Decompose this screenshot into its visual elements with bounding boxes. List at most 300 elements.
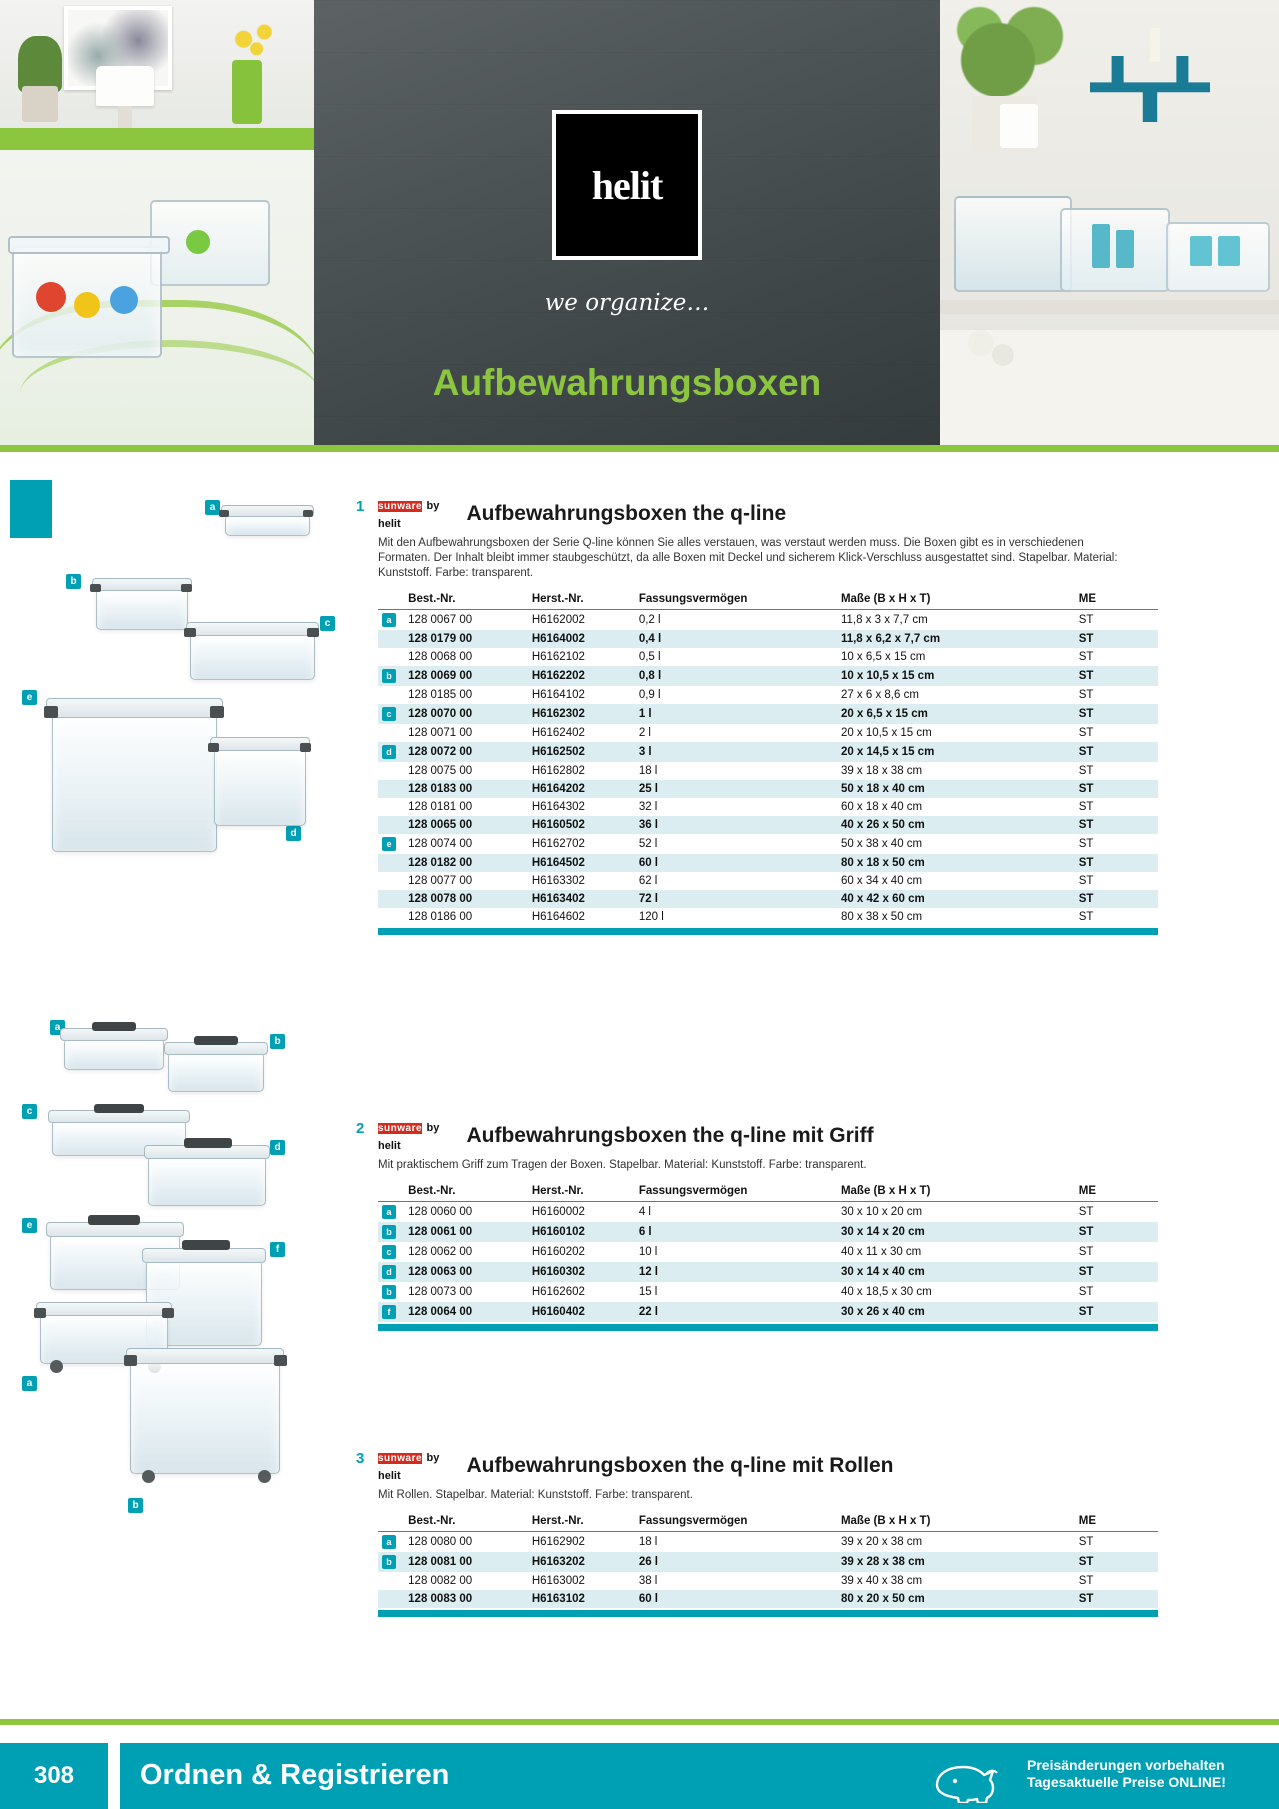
image-tag-d: d bbox=[270, 1140, 285, 1155]
cell-me: ST bbox=[1078, 651, 1094, 663]
cell-bestellnummer: 128 0081 00 bbox=[404, 1552, 528, 1572]
row-tag bbox=[378, 890, 404, 908]
section-title: Aufbewahrungsboxen the q-line mit Rollen bbox=[466, 1454, 894, 1477]
section-header bbox=[378, 1448, 1168, 1482]
table-row bbox=[378, 1552, 1158, 1572]
cell-fassungsvermoegen: 1 l bbox=[635, 704, 837, 724]
table-row bbox=[378, 1590, 1158, 1608]
cell-fassungsvermoegen: 72 l bbox=[635, 890, 837, 908]
image-tag-b: b bbox=[270, 1034, 285, 1049]
hero-banner bbox=[0, 0, 1279, 452]
cell-me: ST bbox=[1075, 704, 1158, 724]
cell-fassungsvermoegen: 60 l bbox=[635, 1590, 837, 1608]
section-title: Aufbewahrungsboxen the q-line mit Griff bbox=[466, 1124, 874, 1147]
cell-herstellernummer: H6163102 bbox=[528, 1590, 635, 1608]
col-me: ME bbox=[1075, 591, 1158, 610]
cell-masse: 20 x 14,5 x 15 cm bbox=[837, 742, 1075, 762]
cell-fassungsvermoegen: 4 l bbox=[638, 1206, 651, 1218]
box-lid bbox=[221, 505, 314, 517]
green-shelf bbox=[0, 128, 314, 150]
table-row bbox=[378, 686, 1158, 704]
toy bbox=[36, 282, 66, 312]
table-row bbox=[378, 1242, 1158, 1262]
cell-herstellernummer: H6162802 bbox=[531, 765, 585, 777]
cell-bestellnummer: 128 0072 00 bbox=[404, 742, 528, 762]
cell-me: ST bbox=[1078, 1536, 1094, 1548]
cell-bestellnummer: 128 0065 00 bbox=[404, 816, 528, 834]
cell-bestellnummer: 128 0183 00 bbox=[404, 780, 528, 798]
image-tag-e: e bbox=[22, 690, 37, 705]
cell-me: ST bbox=[1078, 1246, 1094, 1258]
box-latch bbox=[208, 743, 219, 752]
cell-herstellernummer: H6164002 bbox=[528, 630, 635, 648]
cell-masse: 10 x 10,5 x 15 cm bbox=[837, 666, 1075, 686]
col-masse: Maße (B x H x T) bbox=[837, 591, 1075, 610]
sunware-logo-top: sunware bbox=[378, 1123, 423, 1134]
cell-me: ST bbox=[1078, 911, 1094, 923]
cell-fassungsvermoegen: 0,4 l bbox=[635, 630, 837, 648]
shelf bbox=[940, 300, 1279, 314]
cell-fassungsvermoegen: 15 l bbox=[638, 1286, 658, 1298]
cell-fassungsvermoegen: 25 l bbox=[635, 780, 837, 798]
row-tag-badge: e bbox=[382, 837, 396, 851]
row-tag bbox=[378, 854, 404, 872]
storage-box-b bbox=[96, 588, 188, 630]
box-lid bbox=[126, 1348, 284, 1364]
cell-bestellnummer: 128 0186 00 bbox=[408, 911, 473, 923]
vase bbox=[232, 60, 262, 124]
box-handle bbox=[184, 1138, 232, 1148]
row-tag bbox=[378, 1242, 404, 1262]
box-lid bbox=[46, 698, 223, 718]
cell-herstellernummer: H6163202 bbox=[528, 1552, 635, 1572]
hero-title: Aufbewahrungsboxen bbox=[432, 362, 822, 403]
table-header-row bbox=[378, 591, 1158, 610]
cell-fassungsvermoegen: 18 l bbox=[638, 765, 658, 777]
box-lid bbox=[210, 737, 310, 751]
cell-bestellnummer: 128 0060 00 bbox=[408, 1206, 473, 1218]
image-tag-d: d bbox=[286, 826, 301, 841]
box-handle bbox=[92, 1022, 136, 1031]
cell-me: ST bbox=[1075, 742, 1158, 762]
cell-herstellernummer: H6162902 bbox=[531, 1536, 585, 1548]
cell-masse: 20 x 10,5 x 15 cm bbox=[840, 727, 932, 739]
row-tag bbox=[378, 724, 404, 742]
col-fassungsvermoegen: Fassungsvermögen bbox=[635, 591, 837, 610]
cell-masse: 80 x 38 x 50 cm bbox=[840, 911, 923, 923]
box-lid bbox=[186, 622, 319, 636]
sunware-logo bbox=[378, 1118, 448, 1154]
cell-me: ST bbox=[1075, 630, 1158, 648]
cell-bestellnummer: 128 0179 00 bbox=[404, 630, 528, 648]
cell-bestellnummer: 128 0082 00 bbox=[408, 1575, 473, 1587]
cell-me: ST bbox=[1078, 801, 1094, 813]
page-number: 308 bbox=[0, 1743, 108, 1809]
table-row bbox=[378, 816, 1158, 834]
table-row bbox=[378, 1302, 1158, 1322]
image-tag-c: c bbox=[320, 616, 335, 631]
storage-box-a bbox=[225, 514, 310, 536]
sunware-logo-bottom: by helit bbox=[378, 500, 440, 530]
row-tag bbox=[378, 704, 404, 724]
cell-fassungsvermoegen: 62 l bbox=[638, 875, 658, 887]
cell-fassungsvermoegen: 60 l bbox=[635, 854, 837, 872]
helit-logo bbox=[552, 110, 702, 260]
cell-fassungsvermoegen: 26 l bbox=[635, 1552, 837, 1572]
notice-line-2: Tagesaktuelle Preise ONLINE! bbox=[1027, 1774, 1226, 1790]
storage-box-d bbox=[148, 1156, 266, 1206]
cell-me: ST bbox=[1075, 780, 1158, 798]
product-table-3 bbox=[378, 1513, 1158, 1608]
box-latch bbox=[300, 743, 311, 752]
teal-item bbox=[1092, 224, 1110, 268]
row-tag bbox=[378, 1282, 404, 1302]
cell-herstellernummer: H6162302 bbox=[528, 704, 635, 724]
table-row bbox=[378, 780, 1158, 798]
teal-item bbox=[1116, 230, 1134, 268]
cell-bestellnummer: 128 0070 00 bbox=[404, 704, 528, 724]
box-latch bbox=[274, 1355, 287, 1366]
row-tag bbox=[378, 1590, 404, 1608]
cell-me: ST bbox=[1075, 666, 1158, 686]
section-q-line bbox=[356, 496, 1168, 935]
cell-me: ST bbox=[1075, 1262, 1158, 1282]
row-tag bbox=[378, 834, 404, 854]
cell-masse: 11,8 x 3 x 7,7 cm bbox=[840, 614, 928, 626]
cell-fassungsvermoegen: 3 l bbox=[635, 742, 837, 762]
cell-herstellernummer: H6164302 bbox=[531, 801, 585, 813]
cell-herstellernummer: H6162102 bbox=[531, 651, 585, 663]
cell-herstellernummer: H6160202 bbox=[531, 1246, 585, 1258]
cell-masse: 30 x 10 x 20 cm bbox=[840, 1206, 923, 1218]
cell-herstellernummer: H6162702 bbox=[531, 838, 585, 850]
toy bbox=[74, 292, 100, 318]
cell-bestellnummer: 128 0069 00 bbox=[404, 666, 528, 686]
table-row bbox=[378, 630, 1158, 648]
box-latch bbox=[184, 628, 196, 637]
cell-masse: 30 x 14 x 20 cm bbox=[837, 1222, 1075, 1242]
cell-herstellernummer: H6163302 bbox=[531, 875, 585, 887]
storage-box-b bbox=[130, 1360, 280, 1474]
cell-me: ST bbox=[1075, 890, 1158, 908]
notice-line-1: Preisänderungen vorbehalten bbox=[1027, 1757, 1225, 1773]
helit-logo-text: helit bbox=[591, 162, 663, 208]
cell-bestellnummer: 128 0181 00 bbox=[408, 801, 473, 813]
cell-herstellernummer: H6160102 bbox=[528, 1222, 635, 1242]
table-row bbox=[378, 854, 1158, 872]
cell-bestellnummer: 128 0064 00 bbox=[404, 1302, 528, 1322]
wheel-icon bbox=[50, 1360, 63, 1373]
box-latch bbox=[307, 628, 319, 637]
wheel-icon bbox=[258, 1470, 271, 1483]
pot bbox=[22, 86, 58, 122]
cell-me: ST bbox=[1078, 689, 1094, 701]
col-tag bbox=[378, 591, 404, 610]
cell-herstellernummer: H6162402 bbox=[531, 727, 585, 739]
cell-me: ST bbox=[1078, 614, 1094, 626]
cell-me: ST bbox=[1078, 838, 1094, 850]
row-tag-badge: a bbox=[382, 613, 396, 627]
cell-fassungsvermoegen: 38 l bbox=[638, 1575, 658, 1587]
box-handle bbox=[182, 1240, 230, 1250]
col-bestellnummer: Best.-Nr. bbox=[404, 1513, 528, 1532]
cell-me: ST bbox=[1078, 765, 1094, 777]
cell-me: ST bbox=[1078, 727, 1094, 739]
cell-me: ST bbox=[1078, 875, 1094, 887]
cell-herstellernummer: H6160402 bbox=[528, 1302, 635, 1322]
product-images-group-3 bbox=[0, 1300, 370, 1560]
cell-herstellernummer: H6164502 bbox=[528, 854, 635, 872]
box-lid bbox=[36, 1302, 172, 1316]
cell-me: ST bbox=[1075, 1590, 1158, 1608]
row-tag bbox=[378, 686, 404, 704]
box-latch bbox=[210, 706, 224, 718]
col-masse: Maße (B x H x T) bbox=[837, 1183, 1075, 1202]
sunware-logo-bottom: by helit bbox=[378, 1122, 440, 1152]
cell-herstellernummer: H6162002 bbox=[531, 614, 585, 626]
cell-me: ST bbox=[1078, 1206, 1094, 1218]
cell-fassungsvermoegen: 36 l bbox=[635, 816, 837, 834]
table-row bbox=[378, 648, 1158, 666]
sunware-logo-bottom: by helit bbox=[378, 1452, 440, 1482]
row-tag bbox=[378, 648, 404, 666]
row-tag bbox=[378, 762, 404, 780]
row-tag-badge: f bbox=[382, 1305, 396, 1319]
col-tag bbox=[378, 1183, 404, 1202]
table-row bbox=[378, 724, 1158, 742]
table-body-3 bbox=[378, 1532, 1158, 1609]
lamp-icon bbox=[96, 66, 154, 106]
price-notice bbox=[1027, 1757, 1257, 1791]
col-bestellnummer: Best.-Nr. bbox=[404, 591, 528, 610]
cell-bestellnummer: 128 0185 00 bbox=[408, 689, 473, 701]
candle-icon bbox=[1150, 28, 1160, 62]
green-divider bbox=[0, 445, 1279, 452]
storage-box-b bbox=[168, 1052, 264, 1092]
toy bbox=[110, 286, 138, 314]
cell-bestellnummer: 128 0080 00 bbox=[408, 1536, 473, 1548]
row-tag bbox=[378, 1202, 404, 1223]
cell-masse: 30 x 26 x 40 cm bbox=[837, 1302, 1075, 1322]
table-header-row bbox=[378, 1183, 1158, 1202]
image-tag-c: c bbox=[22, 1104, 37, 1119]
cell-herstellernummer: H6162602 bbox=[531, 1286, 585, 1298]
col-me: ME bbox=[1075, 1513, 1158, 1532]
table-row bbox=[378, 834, 1158, 854]
section-q-line-rollen bbox=[356, 1448, 1168, 1617]
row-tag bbox=[378, 1302, 404, 1322]
lamp-base bbox=[118, 106, 132, 128]
hero-image-center bbox=[314, 0, 940, 445]
image-tag-a: a bbox=[205, 500, 220, 515]
row-tag-badge: a bbox=[382, 1205, 396, 1219]
row-tag bbox=[378, 1262, 404, 1282]
cell-herstellernummer: H6162502 bbox=[528, 742, 635, 762]
table-row bbox=[378, 1572, 1158, 1590]
cell-fassungsvermoegen: 52 l bbox=[638, 838, 658, 850]
box-latch bbox=[162, 1308, 174, 1318]
plant-icon bbox=[18, 36, 62, 92]
cell-masse: 80 x 20 x 50 cm bbox=[837, 1590, 1075, 1608]
section-q-line-griff bbox=[356, 1118, 1168, 1331]
cell-masse: 20 x 6,5 x 15 cm bbox=[837, 704, 1075, 724]
decor-ball bbox=[992, 344, 1014, 366]
section-description: Mit Rollen. Stapelbar. Material: Kunststoff. Farbe: transparent. bbox=[378, 1489, 693, 1501]
row-tag bbox=[378, 610, 404, 631]
cell-herstellernummer: H6164202 bbox=[528, 780, 635, 798]
storage-box-e bbox=[52, 712, 217, 852]
cell-fassungsvermoegen: 0,8 l bbox=[635, 666, 837, 686]
row-tag-badge: b bbox=[382, 1555, 396, 1569]
cell-masse: 60 x 18 x 40 cm bbox=[840, 801, 923, 813]
cell-bestellnummer: 128 0067 00 bbox=[408, 614, 473, 626]
cell-fassungsvermoegen: 32 l bbox=[638, 801, 658, 813]
cell-masse: 80 x 18 x 50 cm bbox=[837, 854, 1075, 872]
cell-masse: 10 x 6,5 x 15 cm bbox=[840, 651, 926, 663]
product-table-1 bbox=[378, 591, 1158, 926]
row-tag-badge: c bbox=[382, 1245, 396, 1259]
cell-me: ST bbox=[1078, 1575, 1094, 1587]
cell-herstellernummer: H6164102 bbox=[531, 689, 585, 701]
row-tag-badge: b bbox=[382, 669, 396, 683]
row-tag bbox=[378, 872, 404, 890]
image-tag-b: b bbox=[66, 574, 81, 589]
section-number: 3 bbox=[356, 1450, 365, 1467]
storage-box-a bbox=[64, 1038, 164, 1070]
image-tag-f: f bbox=[270, 1242, 285, 1257]
col-herstellernummer: Herst.-Nr. bbox=[528, 1513, 635, 1532]
cell-masse: 60 x 34 x 40 cm bbox=[840, 875, 923, 887]
table-row bbox=[378, 704, 1158, 724]
cell-herstellernummer: H6164602 bbox=[531, 911, 585, 923]
row-tag-badge: a bbox=[382, 1535, 396, 1549]
col-herstellernummer: Herst.-Nr. bbox=[528, 1183, 635, 1202]
decor-ball bbox=[968, 330, 994, 356]
box-handle bbox=[194, 1036, 238, 1045]
cell-bestellnummer: 128 0182 00 bbox=[404, 854, 528, 872]
row-tag bbox=[378, 666, 404, 686]
cell-fassungsvermoegen: 12 l bbox=[635, 1262, 837, 1282]
cell-me: ST bbox=[1078, 1286, 1094, 1298]
cell-masse: 40 x 42 x 60 cm bbox=[837, 890, 1075, 908]
row-tag-badge: b bbox=[382, 1285, 396, 1299]
table-row bbox=[378, 908, 1158, 926]
cell-bestellnummer: 128 0062 00 bbox=[408, 1246, 473, 1258]
product-images-group-1 bbox=[0, 490, 370, 970]
table-row bbox=[378, 872, 1158, 890]
sunware-logo-top: sunware bbox=[378, 1453, 423, 1464]
cell-herstellernummer: H6162202 bbox=[528, 666, 635, 686]
table-row bbox=[378, 1202, 1158, 1223]
table-row bbox=[378, 762, 1158, 780]
table-body-1 bbox=[378, 610, 1158, 927]
teal-cup bbox=[1218, 236, 1240, 266]
cell-herstellernummer: H6163002 bbox=[531, 1575, 585, 1587]
cell-herstellernummer: H6160502 bbox=[528, 816, 635, 834]
row-tag bbox=[378, 1552, 404, 1572]
col-masse: Maße (B x H x T) bbox=[837, 1513, 1075, 1532]
image-tag-e: e bbox=[22, 1218, 37, 1233]
storage-box-c bbox=[190, 632, 315, 680]
section-number: 1 bbox=[356, 498, 365, 515]
cell-fassungsvermoegen: 0,2 l bbox=[638, 614, 661, 626]
storage-box-d bbox=[214, 748, 306, 826]
col-me: ME bbox=[1075, 1183, 1158, 1202]
product-table-2 bbox=[378, 1183, 1158, 1322]
row-tag-badge: b bbox=[382, 1225, 396, 1239]
box-latch bbox=[90, 584, 101, 592]
cup bbox=[1000, 104, 1038, 148]
box-latch bbox=[303, 510, 313, 517]
cell-masse: 40 x 11 x 30 cm bbox=[840, 1246, 922, 1258]
table-bottom-bar bbox=[378, 1610, 1158, 1617]
row-tag-badge: c bbox=[382, 707, 396, 721]
image-tag-a: a bbox=[50, 1020, 65, 1035]
sunware-logo bbox=[378, 1448, 448, 1484]
cell-bestellnummer: 128 0074 00 bbox=[408, 838, 473, 850]
table-row bbox=[378, 610, 1158, 631]
box-latch bbox=[124, 1355, 137, 1366]
cell-bestellnummer: 128 0068 00 bbox=[408, 651, 473, 663]
row-tag bbox=[378, 1222, 404, 1242]
box-latch bbox=[181, 584, 192, 592]
cell-masse: 39 x 28 x 38 cm bbox=[837, 1552, 1075, 1572]
row-tag bbox=[378, 630, 404, 648]
cell-herstellernummer: H6160002 bbox=[531, 1206, 585, 1218]
cell-me: ST bbox=[1075, 1552, 1158, 1572]
cell-bestellnummer: 128 0077 00 bbox=[408, 875, 473, 887]
section-header bbox=[378, 1118, 1168, 1152]
cell-fassungsvermoegen: 120 l bbox=[638, 911, 664, 923]
row-tag-badge: d bbox=[382, 745, 396, 759]
table-body-2 bbox=[378, 1202, 1158, 1323]
col-tag bbox=[378, 1513, 404, 1532]
box-lid bbox=[142, 1248, 266, 1263]
image-tag-b: b bbox=[128, 1498, 143, 1513]
cell-bestellnummer: 128 0063 00 bbox=[404, 1262, 528, 1282]
box-latch bbox=[219, 510, 229, 517]
cell-bestellnummer: 128 0078 00 bbox=[404, 890, 528, 908]
piggy-bank-icon bbox=[929, 1759, 1011, 1803]
teal-cup bbox=[1190, 236, 1212, 266]
table-row bbox=[378, 666, 1158, 686]
section-header bbox=[378, 496, 1168, 530]
row-tag bbox=[378, 908, 404, 926]
wheel-icon bbox=[142, 1470, 155, 1483]
cell-fassungsvermoegen: 0,5 l bbox=[638, 651, 661, 663]
sunware-logo bbox=[378, 496, 448, 532]
image-tag-a: a bbox=[22, 1376, 37, 1391]
row-tag bbox=[378, 780, 404, 798]
section-description: Mit praktischem Griff zum Tragen der Boxen. Stapelbar. Material: Kunststoff. Farbe: transparent. bbox=[378, 1159, 867, 1171]
cell-masse: 39 x 18 x 38 cm bbox=[840, 765, 923, 777]
hero-image-left bbox=[0, 0, 314, 445]
cell-bestellnummer: 128 0071 00 bbox=[408, 727, 473, 739]
table-row bbox=[378, 1282, 1158, 1302]
cell-masse: 50 x 18 x 40 cm bbox=[837, 780, 1075, 798]
cell-masse: 39 x 20 x 38 cm bbox=[840, 1536, 923, 1548]
table-row bbox=[378, 890, 1158, 908]
storage-box-photo bbox=[954, 196, 1072, 292]
green-divider bbox=[0, 1719, 1279, 1725]
row-tag-badge: d bbox=[382, 1265, 396, 1279]
section-description: Mit den Aufbewahrungsboxen der Serie Q-line können Sie alles verstauen, was verstaut werden muss. Die Boxen gibt es in verschiedenen Formaten. Der Inhalt bleibt immer staubgeschützt, da alle Boxen mit Deckel und sicherem Klick-Verschluss ausgestattet sind. Stapelbar. Material: Kunststoff. Farbe: transparent. bbox=[378, 537, 1118, 579]
candle-holder bbox=[1090, 56, 1210, 122]
box-latch bbox=[44, 706, 58, 718]
page-footer bbox=[0, 1719, 1279, 1809]
col-herstellernummer: Herst.-Nr. bbox=[528, 591, 635, 610]
cell-fassungsvermoegen: 2 l bbox=[638, 727, 651, 739]
